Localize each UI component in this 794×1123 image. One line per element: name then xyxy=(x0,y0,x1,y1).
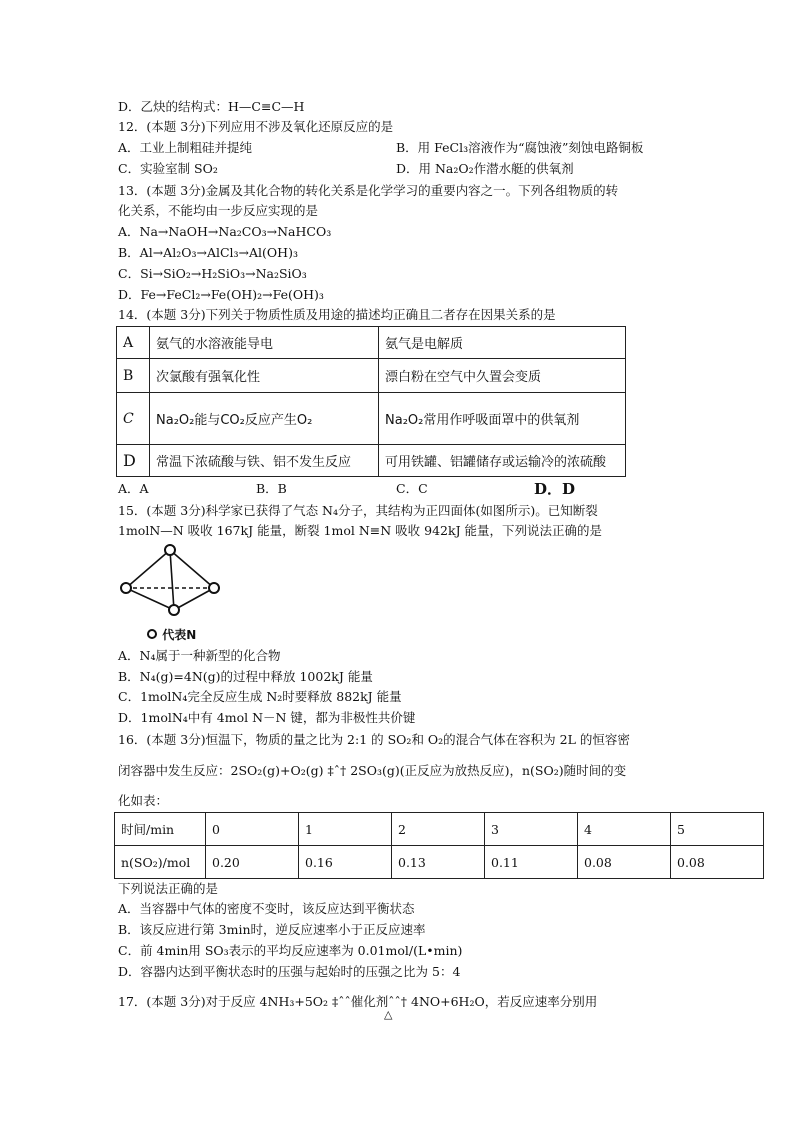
q16-lead: 下列说法正确的是 xyxy=(118,881,219,896)
q16-cell: 2 xyxy=(392,813,485,846)
q16-cell: 5 xyxy=(671,813,764,846)
nitrogen-atom xyxy=(165,545,175,555)
q16-cell: 4 xyxy=(578,813,671,846)
bond-line xyxy=(126,550,170,588)
q15-option-c: C．1molN₄完全反应生成 N₂时要释放 882kJ 能量 xyxy=(118,689,402,704)
q16-header-row xyxy=(115,813,764,846)
q14-row-key: A xyxy=(117,327,150,359)
q14-row-d xyxy=(117,445,626,477)
q12-option-c: C．实验室制 SO₂ xyxy=(118,161,218,176)
q14-option-b: B．B xyxy=(256,481,287,496)
q16-cell: 3 xyxy=(485,813,578,846)
n4-legend xyxy=(146,626,196,643)
q16-cell: 0.16 xyxy=(299,846,392,879)
legend-label: 代表N xyxy=(162,628,197,642)
q16-cell: 时间/min xyxy=(115,813,206,846)
q12-stem: 12．(本题 3分)下列应用不涉及氧化还原反应的是 xyxy=(118,119,394,134)
q14-row-right: Na₂O₂常用作呼吸面罩中的供氧剂 xyxy=(379,393,626,445)
q12-option-b: B．用 FeCl₃溶液作为“腐蚀液”刻蚀电路铜板 xyxy=(396,140,644,155)
q14-row-right: 漂白粉在空气中久置会变质 xyxy=(379,359,626,393)
q13-option-a: A．Na→NaOH→Na₂CO₃→NaHCO₃ xyxy=(118,224,332,239)
nitrogen-atom xyxy=(169,605,179,615)
q15-stem-line1: 15．(本题 3分)科学家已获得了气态 N₄分子，其结构为正四面体(如图所示)。已知断裂 xyxy=(118,503,598,518)
q16-stem-line3: 化如表： xyxy=(118,793,169,808)
q14-row-left: 氨气的水溶液能导电 xyxy=(150,327,379,359)
q14-row-left: Na₂O₂能与CO₂反应产生O₂ xyxy=(150,393,379,445)
q17-catalyst-mark: △ xyxy=(384,1008,393,1021)
nitrogen-atom xyxy=(121,583,131,593)
q14-option-a: A．A xyxy=(118,481,149,496)
q12-option-d: D．用 Na₂O₂作潜水艇的供氧剂 xyxy=(396,161,574,176)
q14-row-left: 次氯酸有强氧化性 xyxy=(150,359,379,393)
q16-stem-line2: 闭容器中发生反应：2SO₂(g)+O₂(g) ‡ˆ† 2SO₃(g)(正反应为放热反应)，n(SO₂)随时间的变 xyxy=(118,763,627,778)
q14-table xyxy=(116,326,626,477)
bond-line xyxy=(126,588,174,610)
q16-cell: 0 xyxy=(206,813,299,846)
bond-line xyxy=(174,588,214,610)
bond-line xyxy=(170,550,174,610)
q13-option-c: C．Si→SiO₂→H₂SiO₃→Na₂SiO₃ xyxy=(118,266,307,281)
q14-option-d: D．D xyxy=(534,480,576,498)
q14-row-right: 氨气是电解质 xyxy=(379,327,626,359)
q14-row-left: 常温下浓硫酸与铁、铝不发生反应 xyxy=(150,445,379,477)
q14-option-c: C．C xyxy=(396,481,428,496)
q16-table xyxy=(114,812,764,879)
q12-option-a: A．工业上制粗硅并提纯 xyxy=(118,140,253,155)
q15-stem-line2: 1molN—N 吸收 167kJ 能量，断裂 1mol N≡N 吸收 942kJ 能量，下列说法正确的是 xyxy=(118,523,603,538)
n4-tetrahedron-diagram xyxy=(116,540,226,624)
q11-option-d: D．乙炔的结构式：H—C≡C—H xyxy=(118,99,305,114)
q16-option-c: C．前 4min用 SO₃表示的平均反应速率为 0.01mol/(L•min) xyxy=(118,943,463,958)
q13-stem-line2: 化关系，不能均由一步反应实现的是 xyxy=(118,203,319,218)
q15-option-d: D．1molN₄中有 4mol N－N 键，都为非极性共价键 xyxy=(118,710,416,725)
q15-option-b: B．N₄(g)=4N(g)的过程中释放 1002kJ 能量 xyxy=(118,669,373,684)
atom-circle-icon xyxy=(146,628,158,640)
q14-row-a xyxy=(117,327,626,359)
q16-cell: 0.11 xyxy=(485,846,578,879)
q16-cell: n(SO₂)/mol xyxy=(115,846,206,879)
q16-cell: 0.08 xyxy=(671,846,764,879)
q16-cell: 0.13 xyxy=(392,846,485,879)
q15-option-a: A．N₄属于一种新型的化合物 xyxy=(118,648,281,663)
q13-option-b: B．Al→Al₂O₃→AlCl₃→Al(OH)₃ xyxy=(118,245,298,260)
q13-option-d: D．Fe→FeCl₂→Fe(OH)₂→Fe(OH)₃ xyxy=(118,287,324,302)
q17-stem: 17．(本题 3分)对于反应 4NH₃+5O₂ ‡ˆˆ催化剂ˆˆ† 4NO+6H₂O，若反应速率分别用 xyxy=(118,994,598,1009)
q14-row-c xyxy=(117,393,626,445)
q16-option-d: D．容器内达到平衡状态时的压强与起始时的压强之比为 5：4 xyxy=(118,964,461,979)
q13-stem-line1: 13．(本题 3分)金属及其化合物的转化关系是化学学习的重要内容之一。下列各组物质的转 xyxy=(118,183,619,198)
q16-cell: 1 xyxy=(299,813,392,846)
q16-stem-line1: 16．(本题 3分)恒温下，物质的量之比为 2:1 的 SO₂和 O₂的混合气体在容积为 2L 的恒容密 xyxy=(118,732,630,747)
q14-row-right: 可用铁罐、铝罐储存或运输冷的浓硫酸 xyxy=(379,445,626,477)
q16-value-row xyxy=(115,846,764,879)
q16-cell: 0.08 xyxy=(578,846,671,879)
q14-row-b xyxy=(117,359,626,393)
nitrogen-atom xyxy=(209,583,219,593)
q16-option-a: A．当容器中气体的密度不变时，该反应达到平衡状态 xyxy=(118,901,415,916)
q16-option-b: B．该反应进行第 3min时，逆反应速率小于正反应速率 xyxy=(118,922,426,937)
q14-row-key: B xyxy=(117,359,150,393)
bond-line xyxy=(170,550,214,588)
q14-row-key: D xyxy=(117,445,150,477)
q14-row-key: C xyxy=(117,393,150,445)
q14-stem: 14．(本题 3分)下列关于物质性质及用途的描述均正确且二者存在因果关系的是 xyxy=(118,307,556,322)
q16-cell: 0.20 xyxy=(206,846,299,879)
